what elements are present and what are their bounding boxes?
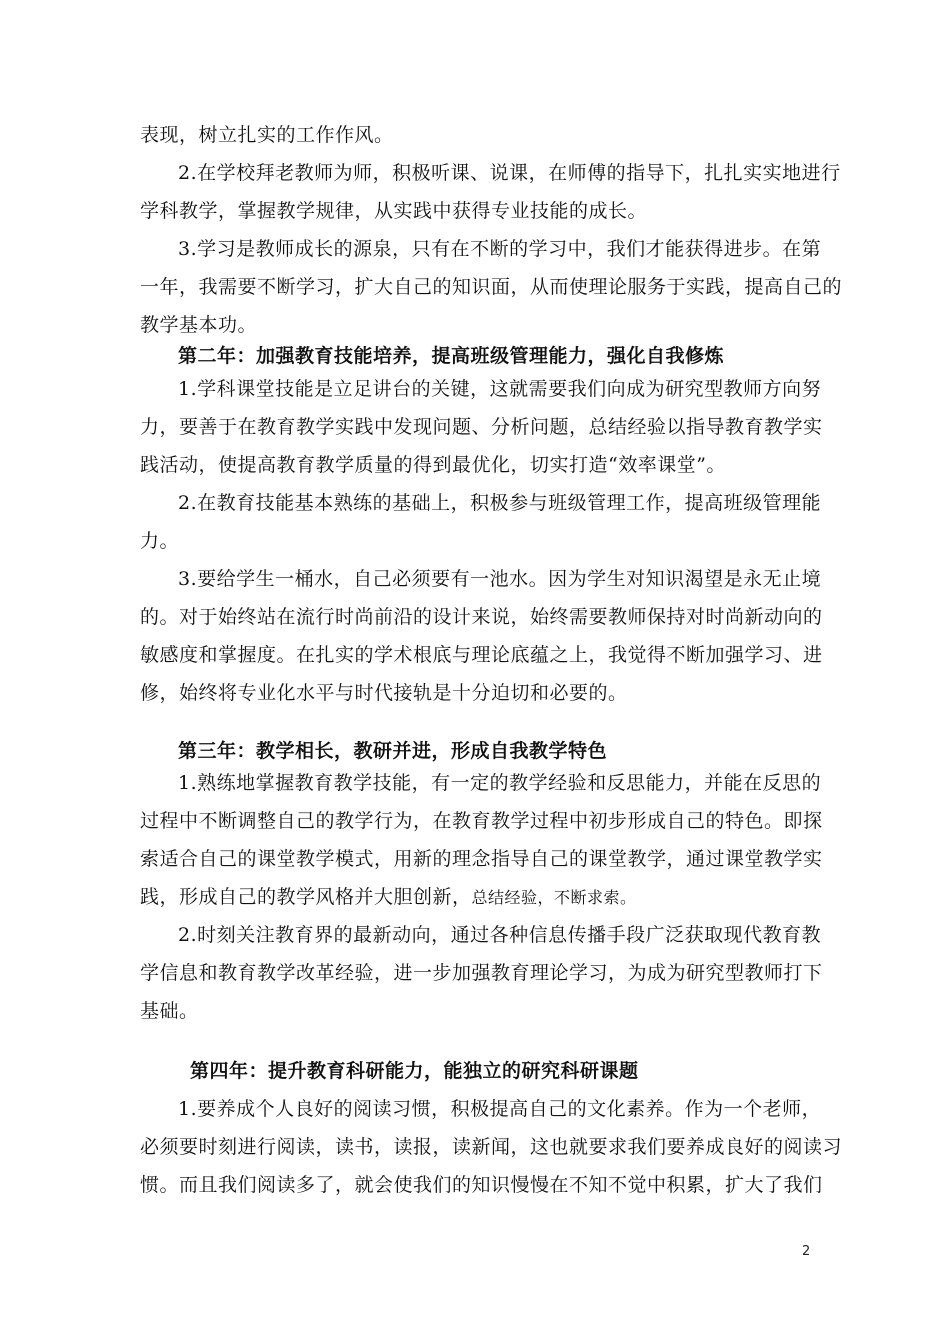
body-line: 力。 bbox=[140, 530, 180, 552]
body-line: 修，始终将专业化水平与时代接轨是十分迫切和必要的。 bbox=[140, 682, 628, 704]
section-heading-year-2: 第二年：加强教育技能培养，提高班级管理能力，强化自我修炼 bbox=[178, 345, 725, 367]
page-number: 2 bbox=[802, 1244, 811, 1259]
body-line: 敏感度和掌握度。在扎实的学术根底与理论底蕴之上，我觉得不断加强学习、进 bbox=[140, 644, 823, 666]
body-line: 必须要时刻进行阅读，读书，读报，读新闻，这也就要求我们要养成良好的阅读习 bbox=[140, 1136, 843, 1158]
body-line: 力，要善于在教育教学实践中发现问题、分析问题，总结经验以指导教育教学实 bbox=[140, 416, 823, 438]
body-line: 教学基本功。 bbox=[140, 314, 258, 336]
body-line: 1.学科课堂技能是立足讲台的关键，这就需要我们向成为研究型教师方向努 bbox=[178, 378, 822, 400]
body-line: 索适合自己的课堂教学模式，用新的理念指导自己的课堂教学，通过课堂教学实 bbox=[140, 848, 823, 870]
body-line: 1.熟练地掌握教育教学技能，有一定的教学经验和反思能力，并能在反思的 bbox=[178, 772, 822, 794]
body-line: 表现，树立扎实的工作作风。 bbox=[140, 124, 394, 146]
body-line-main: 践，形成自己的教学风格并大胆创新， bbox=[140, 886, 472, 908]
body-line: 1.要养成个人良好的阅读习惯，积极提高自己的文化素养。作为一个老师， bbox=[178, 1098, 822, 1120]
body-line: 2.时刻关注教育界的最新动向，通过各种信息传播手段广泛获取现代教育教 bbox=[178, 924, 822, 946]
body-line: 基础。 bbox=[140, 1000, 199, 1022]
section-heading-year-4: 第四年：提升教育科研能力，能独立的研究科研课题 bbox=[190, 1060, 639, 1082]
body-line: 一年，我需要不断学习，扩大自己的知识面，从而使理论服务于实践，提高自己的 bbox=[140, 276, 843, 298]
body-line: 过程中不断调整自己的教学行为，在教育教学过程中初步形成自己的特色。即探 bbox=[140, 810, 823, 832]
body-line: 学科教学，掌握教学规律，从实践中获得专业技能的成长。 bbox=[140, 200, 648, 222]
body-line-tail: 总结经验，不断求索。 bbox=[471, 888, 637, 907]
body-line: 学信息和教育教学改革经验，进一步加强教育理论学习，为成为研究型教师打下 bbox=[140, 962, 823, 984]
body-line: 2.在学校拜老教师为师，积极听课、说课，在师傅的指导下，扎扎实实地进行 bbox=[178, 162, 841, 184]
body-line: 践活动，使提高教育教学质量的得到最优化，切实打造“效率课堂”。 bbox=[140, 454, 726, 476]
body-line bbox=[140, 884, 637, 911]
body-line: 2.在教育技能基本熟练的基础上，积极参与班级管理工作，提高班级管理能 bbox=[178, 492, 822, 514]
body-line: 的。对于始终站在流行时尚前沿的设计来说，始终需要教师保持对时尚新动向的 bbox=[140, 606, 823, 628]
body-line: 3.要给学生一桶水，自己必须要有一池水。因为学生对知识渴望是永无止境 bbox=[178, 568, 822, 590]
section-heading-year-3: 第三年：教学相长，教研并进，形成自我教学特色 bbox=[178, 740, 608, 762]
body-line: 惯。而且我们阅读多了，就会使我们的知识慢慢在不知不觉中积累，扩大了我们 bbox=[140, 1174, 823, 1196]
body-line: 3.学习是教师成长的源泉，只有在不断的学习中，我们才能获得进步。在第 bbox=[178, 238, 822, 260]
